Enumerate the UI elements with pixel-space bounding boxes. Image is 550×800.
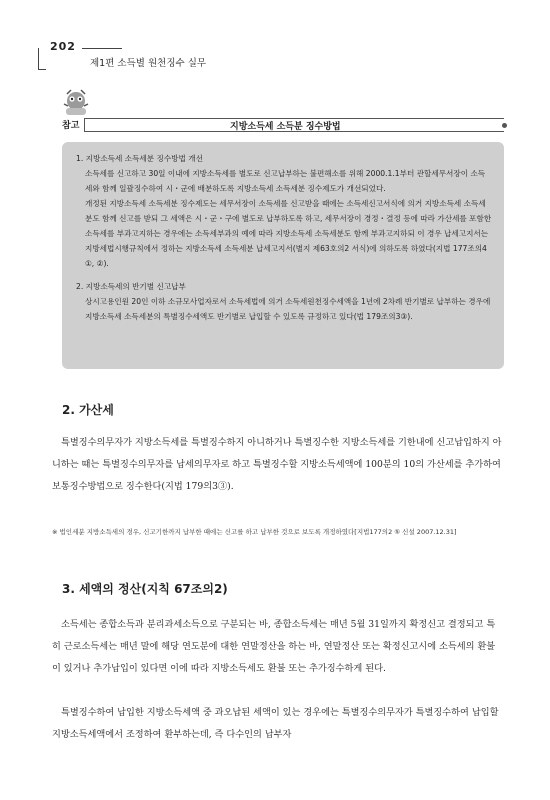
reference-title: 지방소득세 소득분 징수방법 xyxy=(230,122,341,132)
page-header xyxy=(38,38,518,74)
reference-header xyxy=(62,88,504,132)
reference-label: 참고 xyxy=(62,121,80,131)
section3-para1: 소득세는 종합소득과 분리과세소득으로 구분되는 바, 종합소득세는 매년 5월 31일까지 확정신고 결정되고 특히 근로소득세는 매년 말에 해당 연도분에 대한 연말정산을 하는 바, 연말정산 또는 확정신고시에 소득세의 환불이 있거나 추가납입이 있다면 이에 따라 지방소득세도 환불 또는 추가징수하게 된다. xyxy=(52,619,496,674)
section2-title: 2. 가산세 xyxy=(62,403,114,417)
box-item1-para2: 개정된 지방소득세 소득세분 징수제도는 세무서장이 소득세를 신고받을 때에는 소득세신고서식에 의거 지방소득세 소득세분도 함께 신고를 받되 그 세액은 시・군・구에 별도로 납부하도록 하고, 세무서장이 경정・결정 등에 따라 가산세를 포함한 소득세를 부과고지하는 경우에는 소득세부과의 예에 따라 지방소득세 소득세분도 함께 부과고지하되 이 경우 납세고지서는 지방세법시행규칙에서 정하는 지방소득세 소득세분 납세고지서(별지 제63호의2 서식)에 의하도록 하였다(지법 177조의4 ①, ②). xyxy=(85,199,492,268)
section2-body: 특별징수의무자가 지방소득세를 특별징수하지 아니하거나 특별징수한 지방소득세를 기한내에 신고납입하지 아니하는 때는 특별징수의무자를 납세의무자로 하고 특별징수할 지방소득세액에 100분의 10의 가산세를 추가하여 보통징수방법으로 징수한다(지법 179의3③). xyxy=(52,437,502,492)
header-bracket xyxy=(38,48,46,70)
mascot-icon xyxy=(62,88,90,118)
header-rule xyxy=(82,48,122,49)
section3-para2: 특별징수하여 납입한 지방소득세액 중 과오납된 세액이 있는 경우에는 특별징수의무자가 특별징수하여 납입할 지방소득세액에서 조정하여 환부하는데, 즉 다수인의 납부자 xyxy=(52,707,499,740)
section3-title: 3. 세액의 정산(지칙 67조의2) xyxy=(62,582,228,596)
box-item2-heading: 2. 지방소득세의 반기별 신고납부 xyxy=(76,282,186,291)
reference-box xyxy=(62,142,504,369)
section2-note: ※ 법인세분 지방소득세의 경우, 신고기한까지 납부한 때에는 신고를 하고 납부한 것으로 보도록 개정하였다[지법177의2 ⑤ 신설 2007.12.31] xyxy=(52,528,457,536)
box-item2-para: 상시고용인원 20인 이하 소규모사업자로서 소득세법에 의거 소득세원천징수세액을 1년에 2차례 반기별로 납부하는 경우에 지방소득세 소득세분의 특별징수세액도 반기별로 납입할 수 있도록 규정하고 있다(법 179조의3③). xyxy=(85,297,491,321)
box-item1-heading: 1. 지방소득세 소득세분 징수방법 개선 xyxy=(76,154,203,163)
running-title: 제1편 소득별 원천징수 실무 xyxy=(90,58,207,69)
box-item1-para1: 소득세를 신고하고 30일 이내에 지방소득세를 별도로 신고납부하는 불편해소를 위해 2000.1.1부터 관할세무서장이 소득세와 함께 일괄징수하여 시・군에 배분하도록 지방소득세 소득세분 징수제도가 개선되었다. xyxy=(85,169,486,193)
page-number: 202 xyxy=(50,40,76,53)
